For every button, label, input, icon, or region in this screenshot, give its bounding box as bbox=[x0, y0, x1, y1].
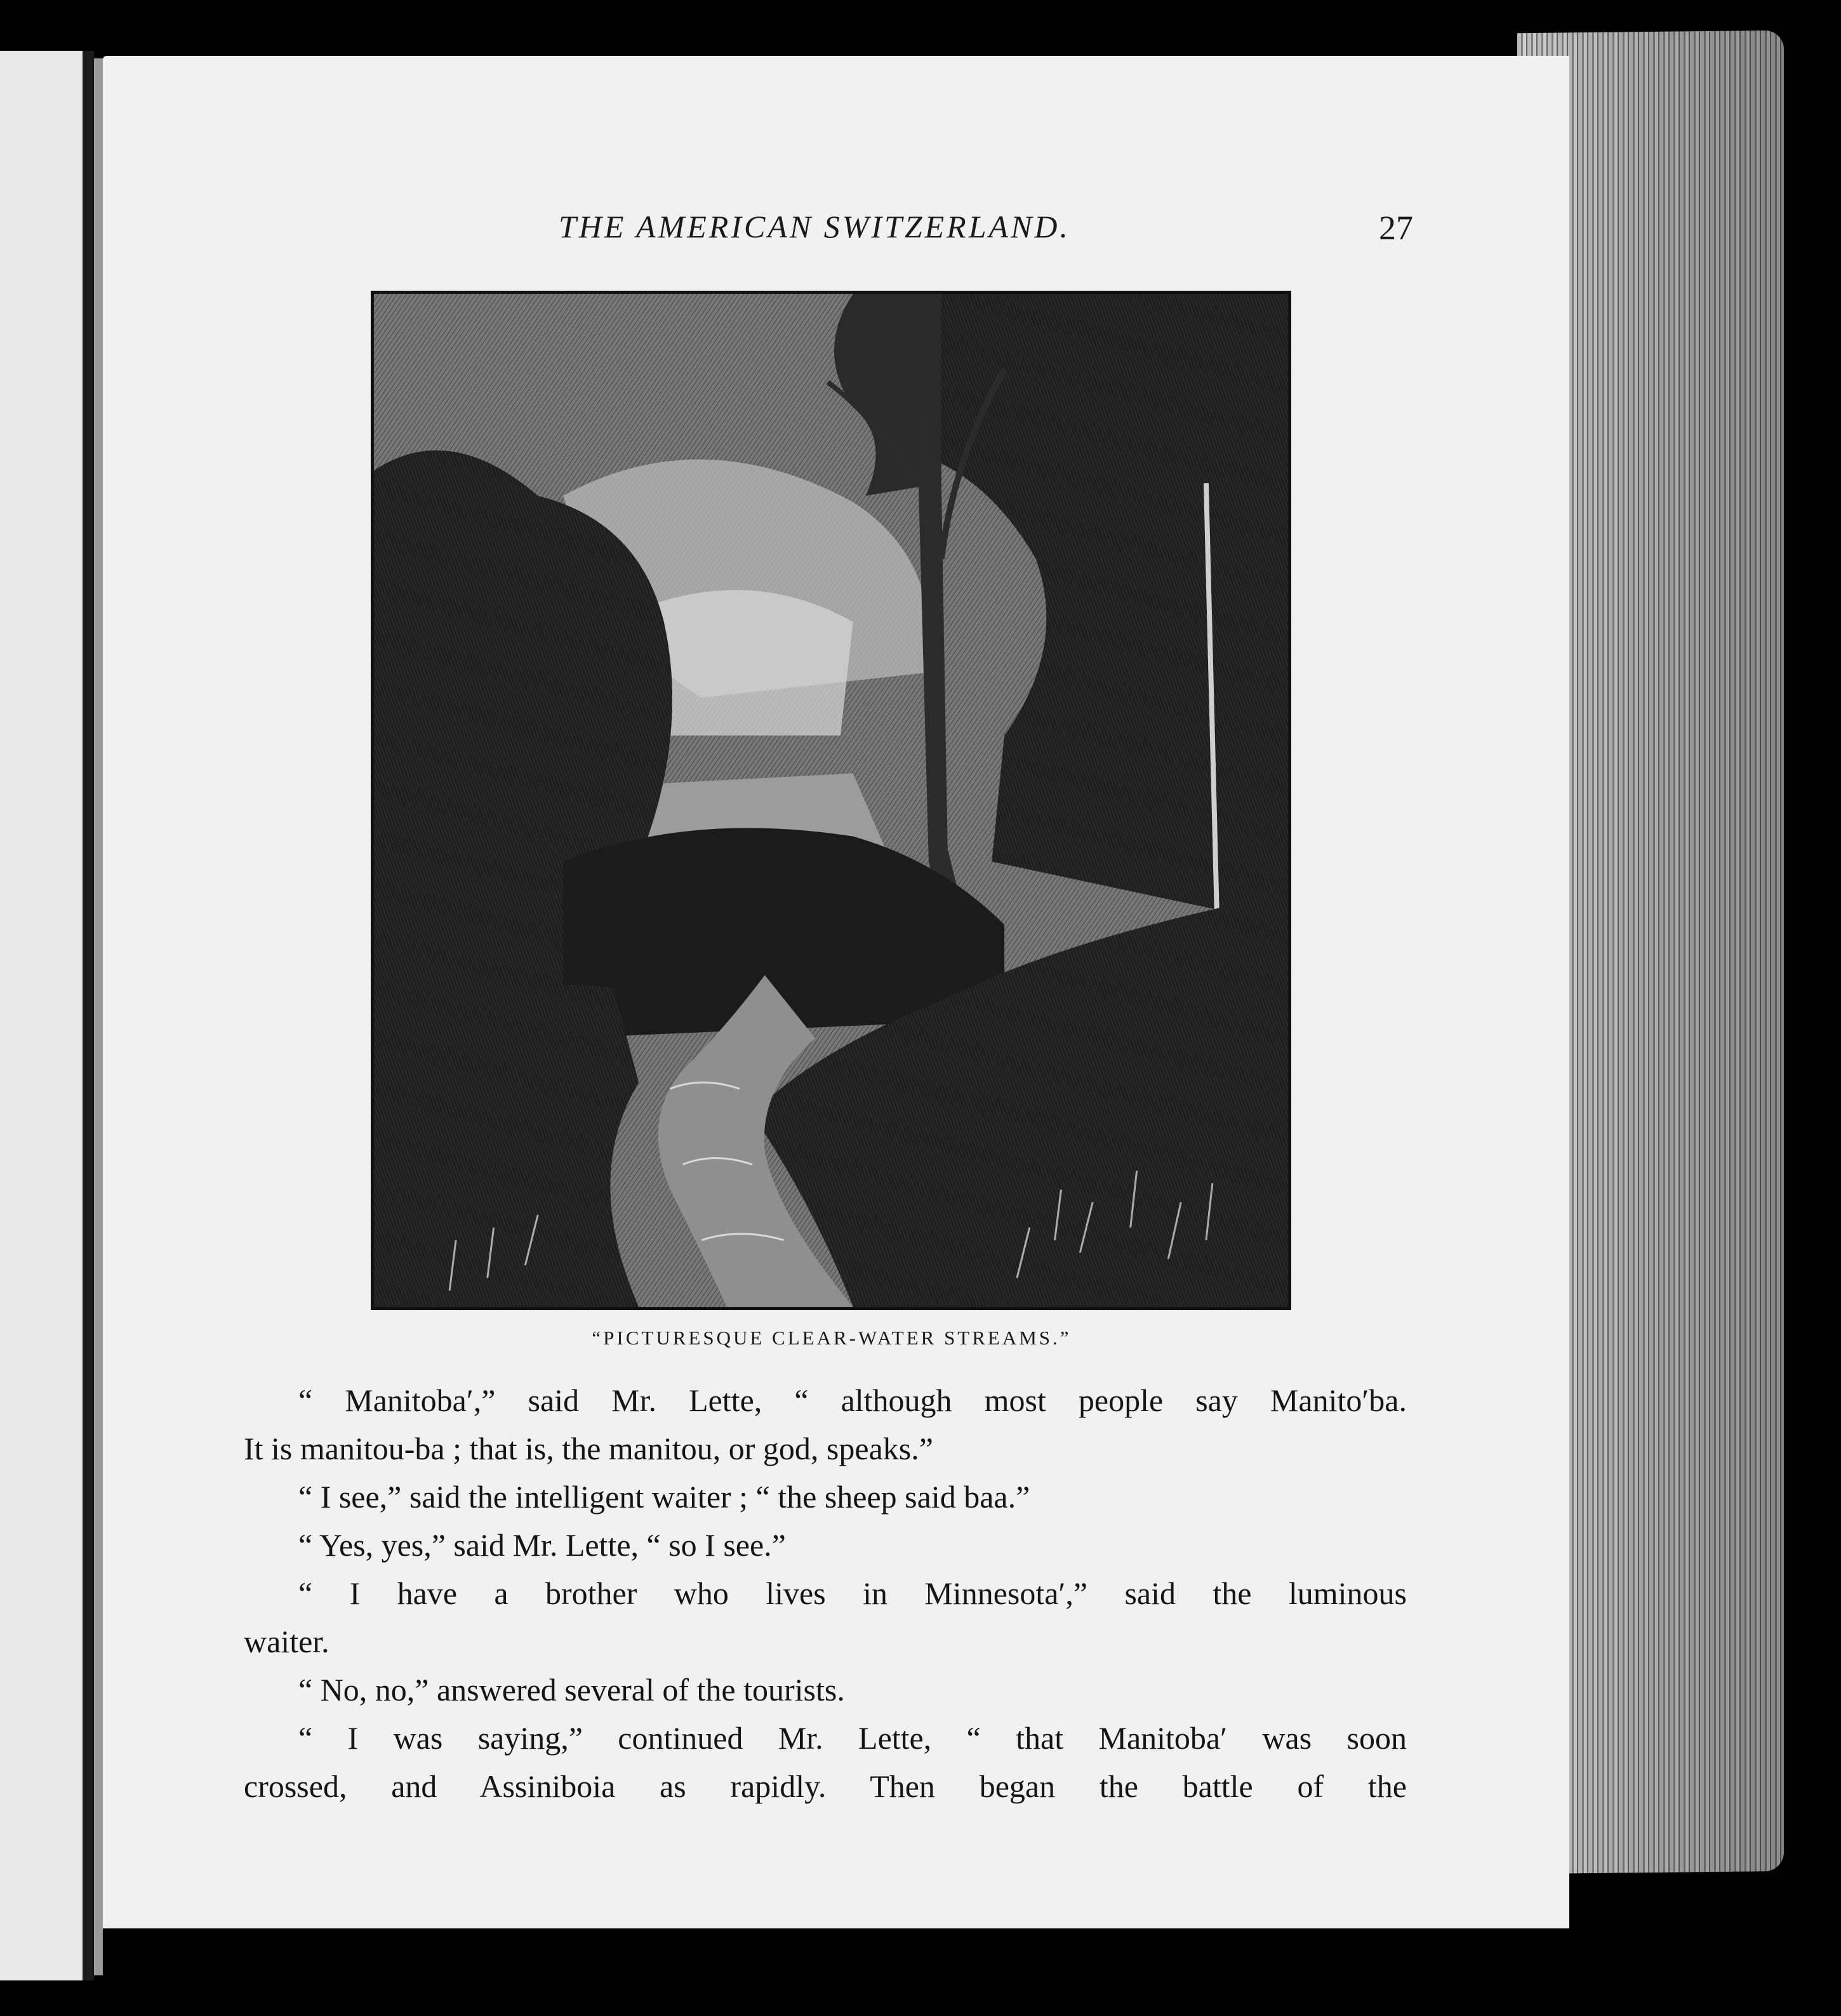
text-line: “ Manitoba′,” said Mr. Lette, “ although most people say Manito′ba. bbox=[298, 1383, 1407, 1418]
binding-strip bbox=[94, 58, 103, 1975]
text-line: “ I was saying,” continued Mr. Lette, “ that Manitoba′ was soon bbox=[298, 1720, 1407, 1756]
text-line: crossed, and Assiniboia as rapidly. Then began the battle of the bbox=[244, 1768, 1407, 1804]
text-line: “ I see,” said the intelligent waiter ; “ the sheep said baa.” bbox=[298, 1479, 1030, 1515]
engraving-illustration bbox=[371, 291, 1291, 1310]
body-text bbox=[244, 1376, 1407, 1810]
page-number: 27 bbox=[1379, 209, 1413, 247]
text-line: “ I have a brother who lives in Minnesota′,” said the luminous bbox=[298, 1575, 1407, 1611]
text-line: “ No, no,” answered several of the tourists. bbox=[298, 1672, 845, 1708]
text-line: “ Yes, yes,” said Mr. Lette, “ so I see.” bbox=[298, 1527, 786, 1563]
illustration-caption: “PICTURESQUE CLEAR-WATER STREAMS.” bbox=[592, 1327, 1072, 1349]
text-line: It is manitou-ba ; that is, the manitou, or god, speaks.” bbox=[244, 1431, 933, 1466]
running-head: THE AMERICAN SWITZERLAND. bbox=[559, 209, 1071, 244]
facing-page-edge bbox=[0, 51, 94, 1980]
forest-stream-engraving bbox=[374, 294, 1288, 1307]
text-line: waiter. bbox=[244, 1624, 329, 1659]
